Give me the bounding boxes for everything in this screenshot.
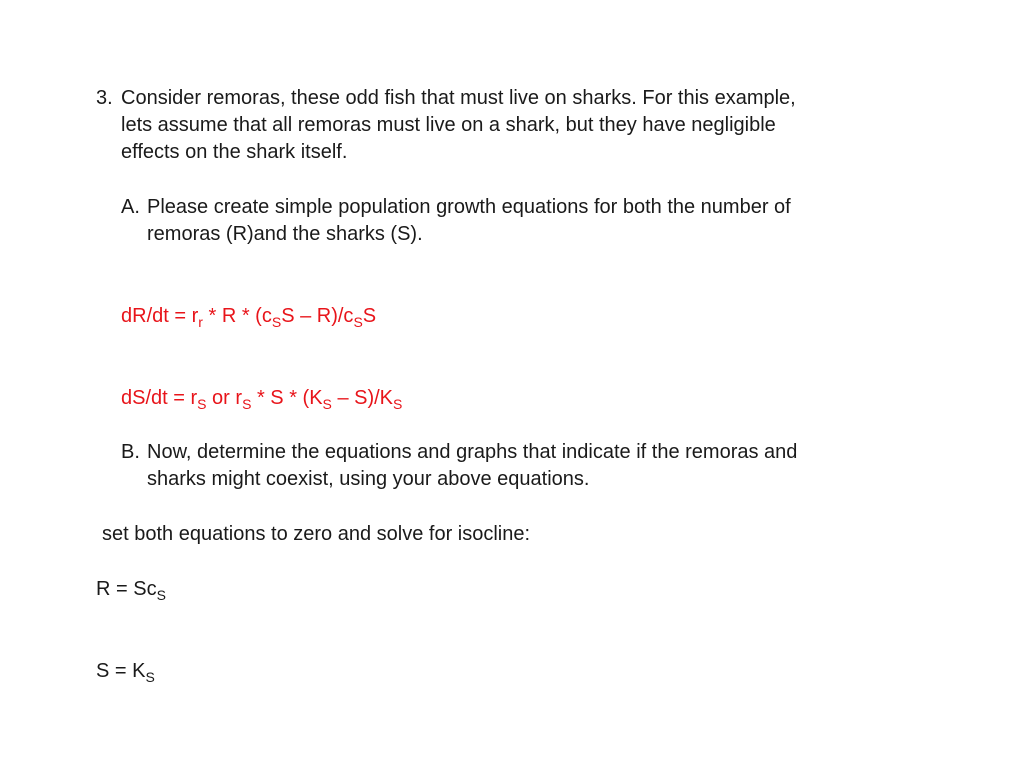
eq-s-sub-2: S (242, 396, 252, 412)
part-a-line-2: remoras (R)and the sharks (S). (147, 223, 423, 245)
iso-s-part-1: S = K (96, 660, 146, 682)
equation-remora-growth (121, 304, 376, 328)
question-number: 3. (96, 87, 113, 109)
part-a-label: A. (121, 196, 140, 218)
iso-s-sub-1: S (145, 669, 155, 685)
eq-s-sub-3: S (322, 396, 332, 412)
part-b-label: B. (121, 441, 140, 463)
eq-s-part-2: or r (206, 387, 243, 409)
eq-s-part-3: * S * (K (251, 387, 323, 409)
eq-s-part-1: dS/dt = r (121, 387, 198, 409)
question-line-1: Consider remoras, these odd fish that must live on sharks. For this example, (121, 87, 796, 109)
iso-r-part-1: R = Sc (96, 578, 157, 600)
eq-r-sub-3: S (353, 314, 363, 330)
question-line-3: effects on the shark itself. (121, 141, 348, 163)
isocline-instruction: set both equations to zero and solve for isocline: (102, 523, 531, 545)
eq-s-part-4: – S)/K (331, 387, 394, 409)
eq-r-sub-2: S (271, 314, 282, 330)
eq-s-sub-4: S (393, 396, 403, 412)
eq-s-sub-1: S (197, 396, 207, 412)
question-line-2: lets assume that all remoras must live on a shark, but they have negligible (121, 114, 776, 136)
eq-r-sub-1: r (198, 314, 203, 330)
equation-shark-growth (121, 386, 402, 410)
isocline-shark (96, 659, 155, 683)
eq-r-part-3: S – R)/c (281, 305, 354, 327)
part-b-line-1: Now, determine the equations and graphs that indicate if the remoras and (147, 441, 798, 463)
eq-r-part-1: dR/dt = r (121, 305, 199, 327)
iso-r-sub-1: S (156, 587, 166, 603)
isocline-remora (96, 577, 166, 601)
part-a-line-1: Please create simple population growth equations for both the number of (147, 196, 791, 218)
part-b-line-2: sharks might coexist, using your above equations. (147, 468, 590, 490)
eq-r-part-4: S (362, 305, 377, 327)
eq-r-part-2: * R * (c (202, 305, 272, 327)
